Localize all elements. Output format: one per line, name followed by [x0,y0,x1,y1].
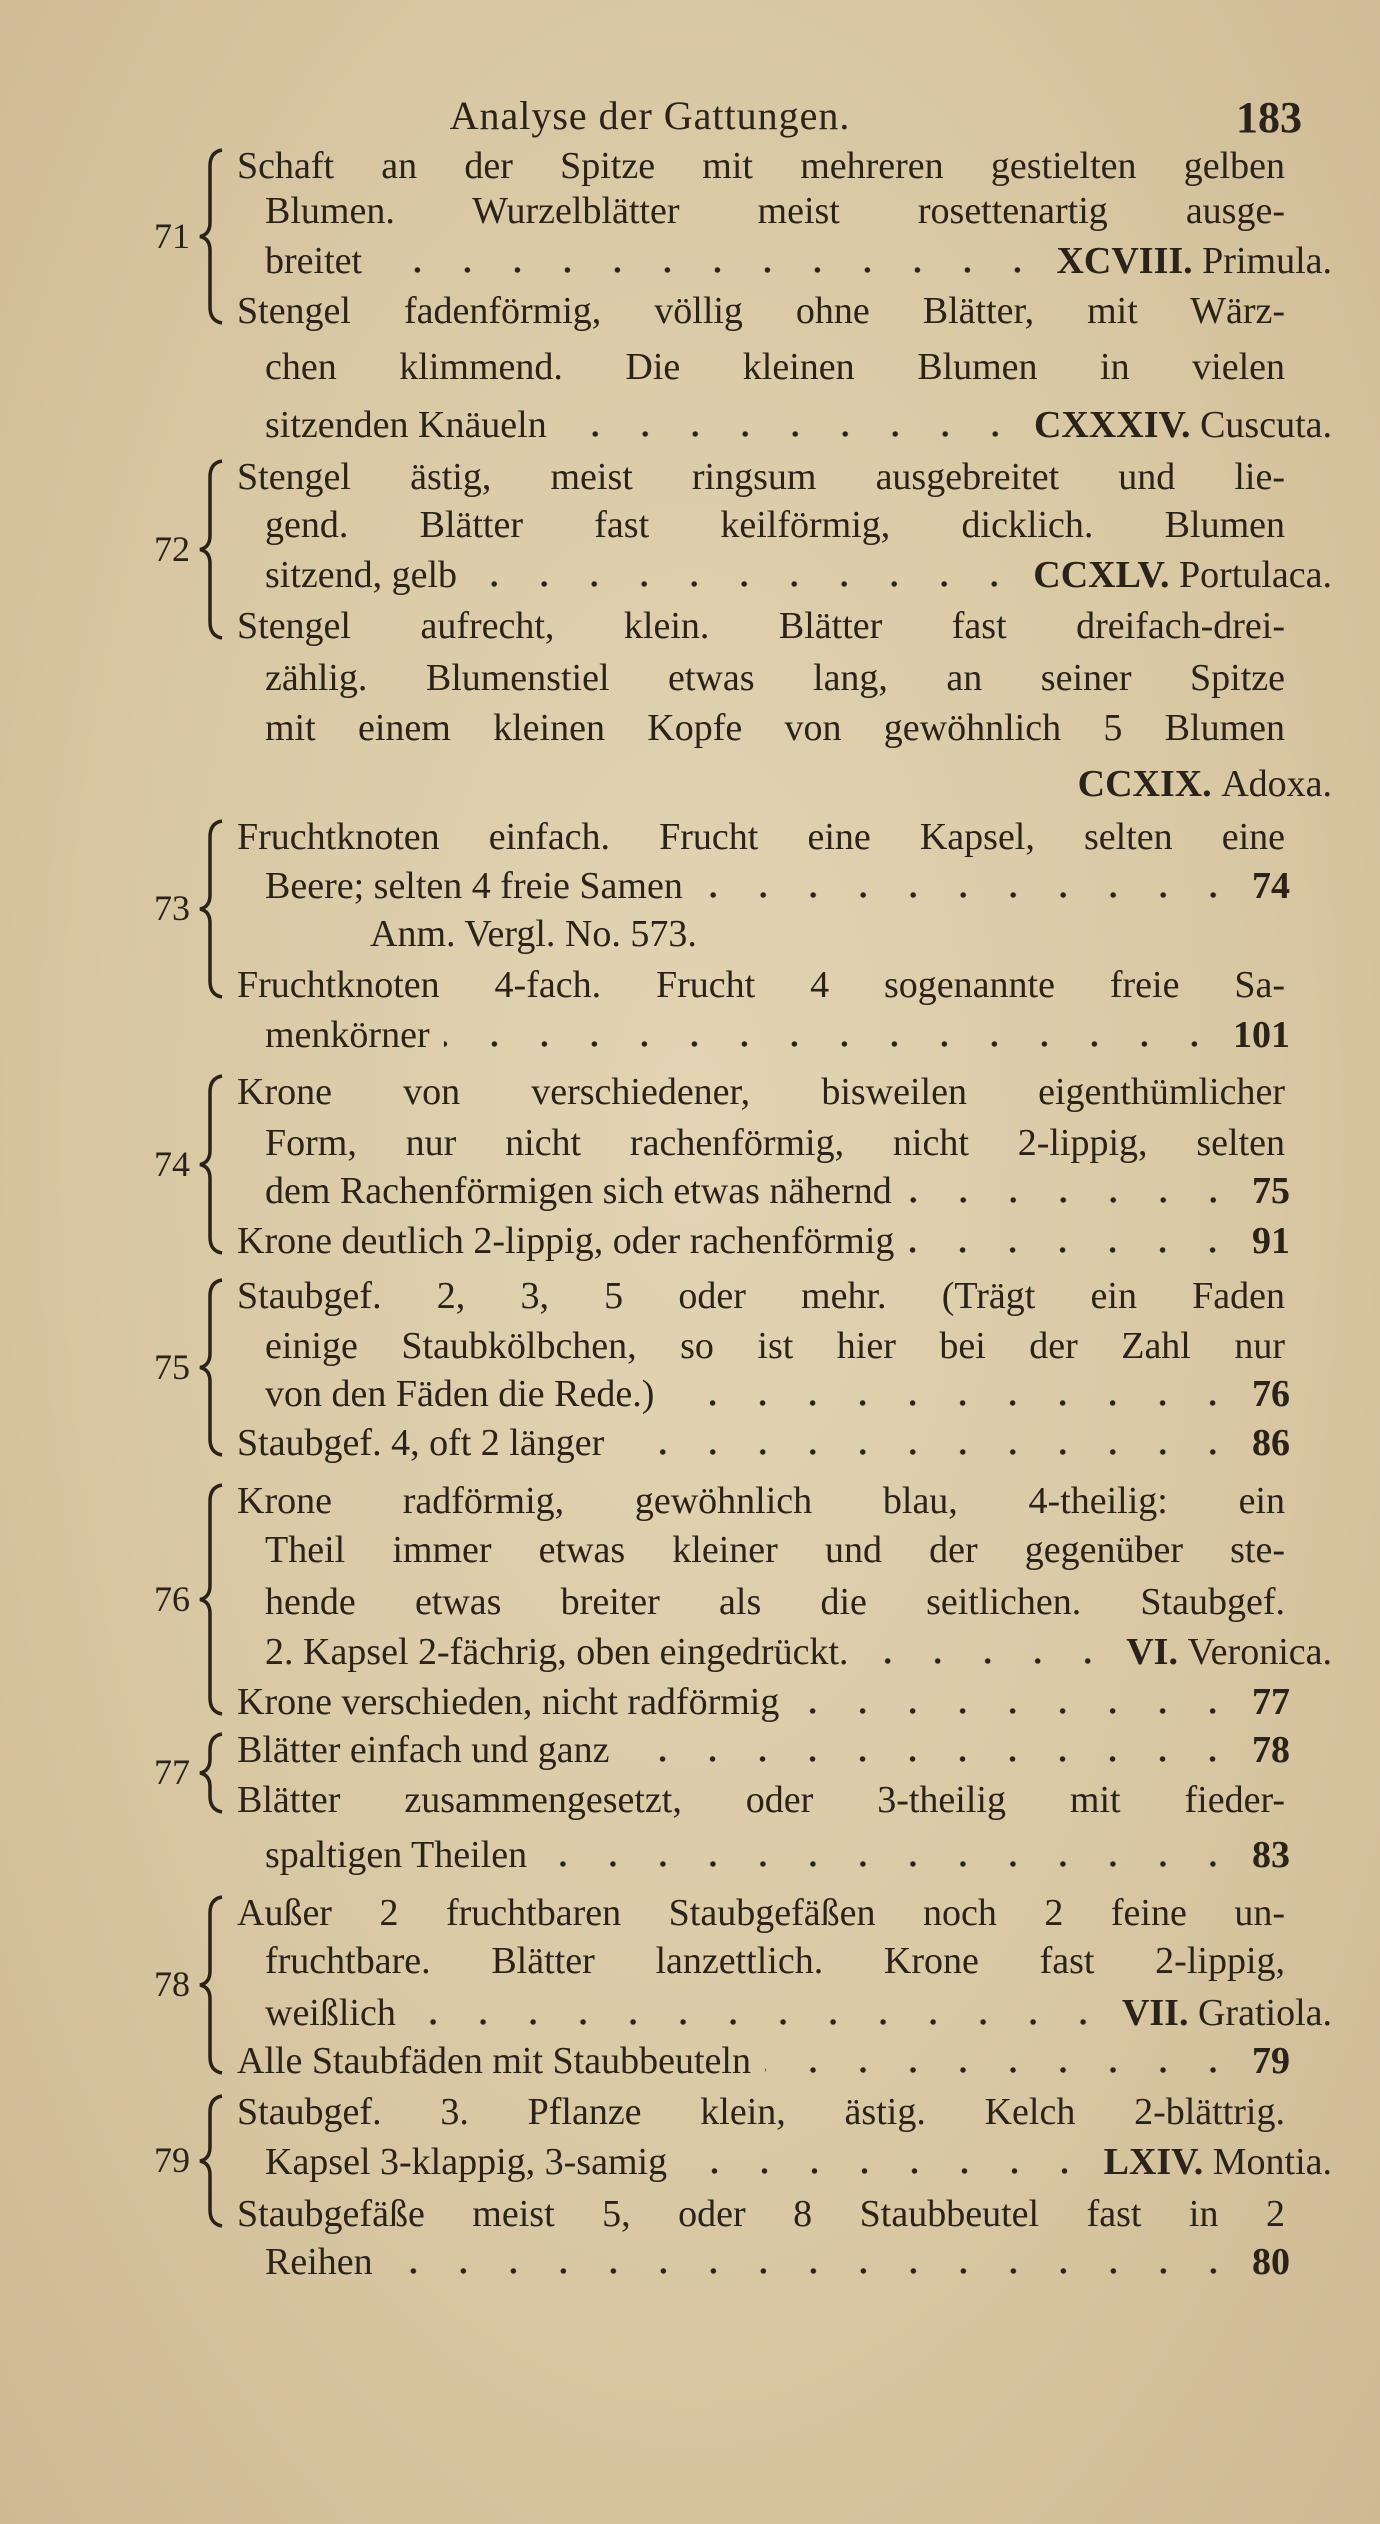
dot-leader [623,1755,1238,1763]
line-text: zählig. Blumenstiel etwas lang, an seiner Spitze [265,657,1285,699]
key-line [265,1118,1285,1168]
key-line [237,1888,1285,1938]
entry-number: 77 [154,1752,190,1792]
entry-number: 73 [154,888,190,928]
line-text: spaltigen Theilen [265,1834,528,1876]
key-line [237,1067,1285,1117]
brace-icon [196,459,226,640]
line-text: Staubgef. 4, oft 2 länger [237,1422,605,1464]
key-line [265,500,1285,550]
spacer [279,789,1064,797]
reference-number: 83 [1252,1834,1290,1876]
key-line [237,286,1285,336]
key-line [237,960,1285,1010]
reference [1233,1010,1290,1060]
line-text: menkörner [265,1014,430,1056]
reference [1033,550,1332,600]
reference-number: 74 [1252,865,1290,907]
key-line [237,141,1285,191]
key-line [265,1369,1290,1419]
line-text: Stengel fadenförmig, völlig ohne Blätter, mit Wärz- [237,290,1285,332]
line-text: Blumen. Wurzelblätter meist rosettenartig ausge- [265,190,1285,232]
dot-leader [618,1448,1238,1456]
line-text: Theil immer etwas kleiner und der gegenüber ste- [265,1529,1285,1571]
line-text: hende etwas breiter als die seitlichen. Staubgef. [265,1581,1285,1623]
dot-leader [697,891,1238,899]
page-number: 183 [1236,93,1302,142]
dot-leader [906,1196,1238,1204]
line-text: fruchtbare. Blätter lanzettlich. Krone fast 2-lippig, [265,1940,1285,1982]
reference [1252,1725,1290,1775]
key-line [265,236,1332,286]
dot-leader [681,2167,1090,2175]
line-text: Form, nur nicht rachenförmig, nicht 2-lippig, selten [265,1122,1285,1164]
entry-number: 78 [154,1964,190,2004]
key-line [265,550,1332,600]
reference-number: 75 [1252,1170,1290,1212]
entry-number: 75 [154,1346,190,1387]
line-text: 2. Kapsel 2-fächrig, oben eingedrückt. [265,1631,849,1673]
reference [1252,861,1290,911]
dot-leader [387,2267,1238,2275]
key-line [265,861,1290,911]
dot-leader [376,266,1042,274]
key-line [237,1216,1290,1266]
line-text: dem Rachenförmigen sich etwas nähernd [265,1170,892,1212]
dot-leader [561,430,1020,438]
line-text: Krone von verschiedener, bisweilen eigenthümlicher [237,1071,1285,1113]
key-line [265,1010,1290,1060]
key-line [265,2237,1290,2287]
reference-number: 77 [1252,1681,1290,1723]
reference [1104,2137,1332,2187]
dot-leader [863,1657,1113,1665]
reference [1252,1677,1290,1727]
dot-leader [444,1040,1219,1048]
reference-number: 86 [1252,1422,1290,1464]
line-text: Staubgef. 3. Pflanze klein, ästig. Kelch 2-blättrig. [237,2091,1285,2133]
dot-leader [471,580,1019,588]
key-line [265,1321,1285,1371]
brace-icon [196,2094,226,2228]
genus-name: Veronica. [1187,1631,1332,1673]
line-text: sitzenden Knäueln [265,404,547,446]
reference-number: 101 [1233,1014,1290,1056]
entry-number: 74 [154,1143,190,1184]
key-line [265,703,1285,753]
key-line [265,342,1285,392]
reference-number: CCXIX. [1077,763,1212,805]
line-text: Schaft an der Spitze mit mehreren gestielten gelben [237,145,1285,187]
dot-leader [908,1246,1238,1254]
reference-number: 80 [1252,2241,1290,2283]
key-line [237,1476,1285,1526]
reference [1122,1988,1332,2038]
reference-number: CCXLV. [1033,554,1170,596]
brace-icon [196,1074,226,1255]
reference [1126,1627,1332,1677]
key-line [265,186,1285,236]
key-line [265,1627,1332,1677]
line-text: mit einem kleinen Kopfe von gewöhnlich 5 Blumen [265,707,1285,749]
line-text: von den Fäden die Rede.) [265,1373,655,1415]
line-text: Stengel ästig, meist ringsum ausgebreitet und lie- [237,456,1285,498]
line-text: Krone verschieden, nicht radförmig [237,1681,780,1723]
reference-number: VII. [1121,1992,1189,2034]
line-text: Blätter zusammengesetzt, oder 3-theilig mit fieder- [237,1779,1285,1821]
brace-icon [196,1483,226,1716]
key-line [237,1271,1285,1321]
line-text: Reihen [265,2241,373,2283]
reference-number: 91 [1252,1220,1290,1262]
line-text: breitet [265,240,363,282]
dot-leader [668,1399,1238,1407]
line-text: Fruchtknoten 4-fach. Frucht 4 sogenannte freie Sa- [237,964,1285,1006]
line-text: Blätter einfach und ganz [237,1729,610,1771]
key-line [265,1988,1332,2038]
reference-number: XCVIII. [1056,240,1193,282]
key-line [265,653,1285,703]
line-text: Außer 2 fruchtbaren Staubgefäßen noch 2 feine un- [237,1892,1285,1934]
reference [1252,1369,1290,1419]
reference [1252,2237,1290,2287]
genus-name: Portulaca. [1178,554,1332,596]
key-line [237,1418,1290,1468]
genus-name: Gratiola. [1197,1992,1332,2034]
key-line [237,1775,1285,1825]
reference-number: LXIV. [1103,2141,1204,2183]
key-line [237,1677,1290,1727]
key-line [265,1577,1285,1627]
key-line [265,1830,1290,1880]
dot-leader [410,2018,1108,2026]
line-text: sitzend, gelb [265,554,458,596]
dot-leader [765,2066,1238,2074]
brace-icon [196,1278,226,1457]
line-text: Krone radförmig, gewöhnlich blau, 4-theilig: ein [237,1480,1285,1522]
line-text: Staubgefäße meist 5, oder 8 Staubbeutel fast in 2 [237,2193,1285,2235]
brace-icon [196,1732,226,1814]
line-text: gend. Blätter fast keilförmig, dicklich. Blumen [265,504,1285,546]
key-line [237,2036,1290,2086]
reference-number: 78 [1252,1729,1290,1771]
key-line [237,2087,1285,2137]
reference-number: 79 [1252,2040,1290,2082]
brace-icon [196,819,226,999]
page-header [0,92,1380,148]
reference-number: CXXXIV. [1033,404,1191,446]
entry-number: 76 [154,1578,190,1619]
entry-number: 71 [154,215,190,256]
key-line [265,2137,1332,2187]
reference [1034,400,1332,450]
entry-number: 79 [154,2140,190,2180]
brace-icon [196,148,226,325]
line-text: weißlich [265,1992,396,2034]
reference [1252,1166,1290,1216]
reference [1252,1216,1290,1266]
line-text: Beere; selten 4 freie Samen [265,865,683,907]
key-line [265,1166,1290,1216]
reference [1078,759,1332,809]
genus-name: Primula. [1202,240,1332,282]
line-text: Stengel aufrecht, klein. Blätter fast dreifach-drei- [237,605,1285,647]
reference [1252,2036,1290,2086]
key-line [237,2189,1285,2239]
line-text: Fruchtknoten einfach. Frucht eine Kapsel, selten eine [237,816,1285,858]
line-text: Staubgef. 2, 3, 5 oder mehr. (Trägt ein Faden [237,1275,1285,1317]
line-text: Krone deutlich 2-lippig, oder rachenförmig [237,1220,895,1262]
key-line [237,812,1285,862]
line-text: Alle Staubfäden mit Staubbeuteln [237,2040,751,2082]
line-text: einige Staubkölbchen, so ist hier bei der Zahl nur [265,1325,1285,1367]
key-line [265,759,1332,809]
dot-leader [793,1707,1238,1715]
genus-name: Montia. [1212,2141,1332,2183]
reference [1252,1418,1290,1468]
reference-number: 76 [1252,1373,1290,1415]
key-line [265,1936,1285,1986]
running-title: Analyse der Gattungen. [449,93,851,138]
key-line [237,1725,1290,1775]
entry-number: 72 [154,528,190,569]
reference [1056,236,1332,286]
key-line [237,452,1285,502]
line-text: chen klimmend. Die kleinen Blumen in vielen [265,346,1285,388]
dot-leader [541,1860,1238,1868]
reference [1252,1830,1290,1880]
key-line [265,1525,1285,1575]
brace-icon [196,1895,226,2075]
note-text: Anm. Vergl. No. 573. [370,913,697,955]
genus-name: Cuscuta. [1200,404,1332,446]
reference-number: VI. [1126,1631,1178,1673]
line-text: Kapsel 3-klappig, 3-samig [265,2141,668,2183]
key-line [370,909,1290,959]
genus-name: Adoxa. [1221,763,1332,805]
key-line [265,400,1332,450]
key-line [237,601,1285,651]
